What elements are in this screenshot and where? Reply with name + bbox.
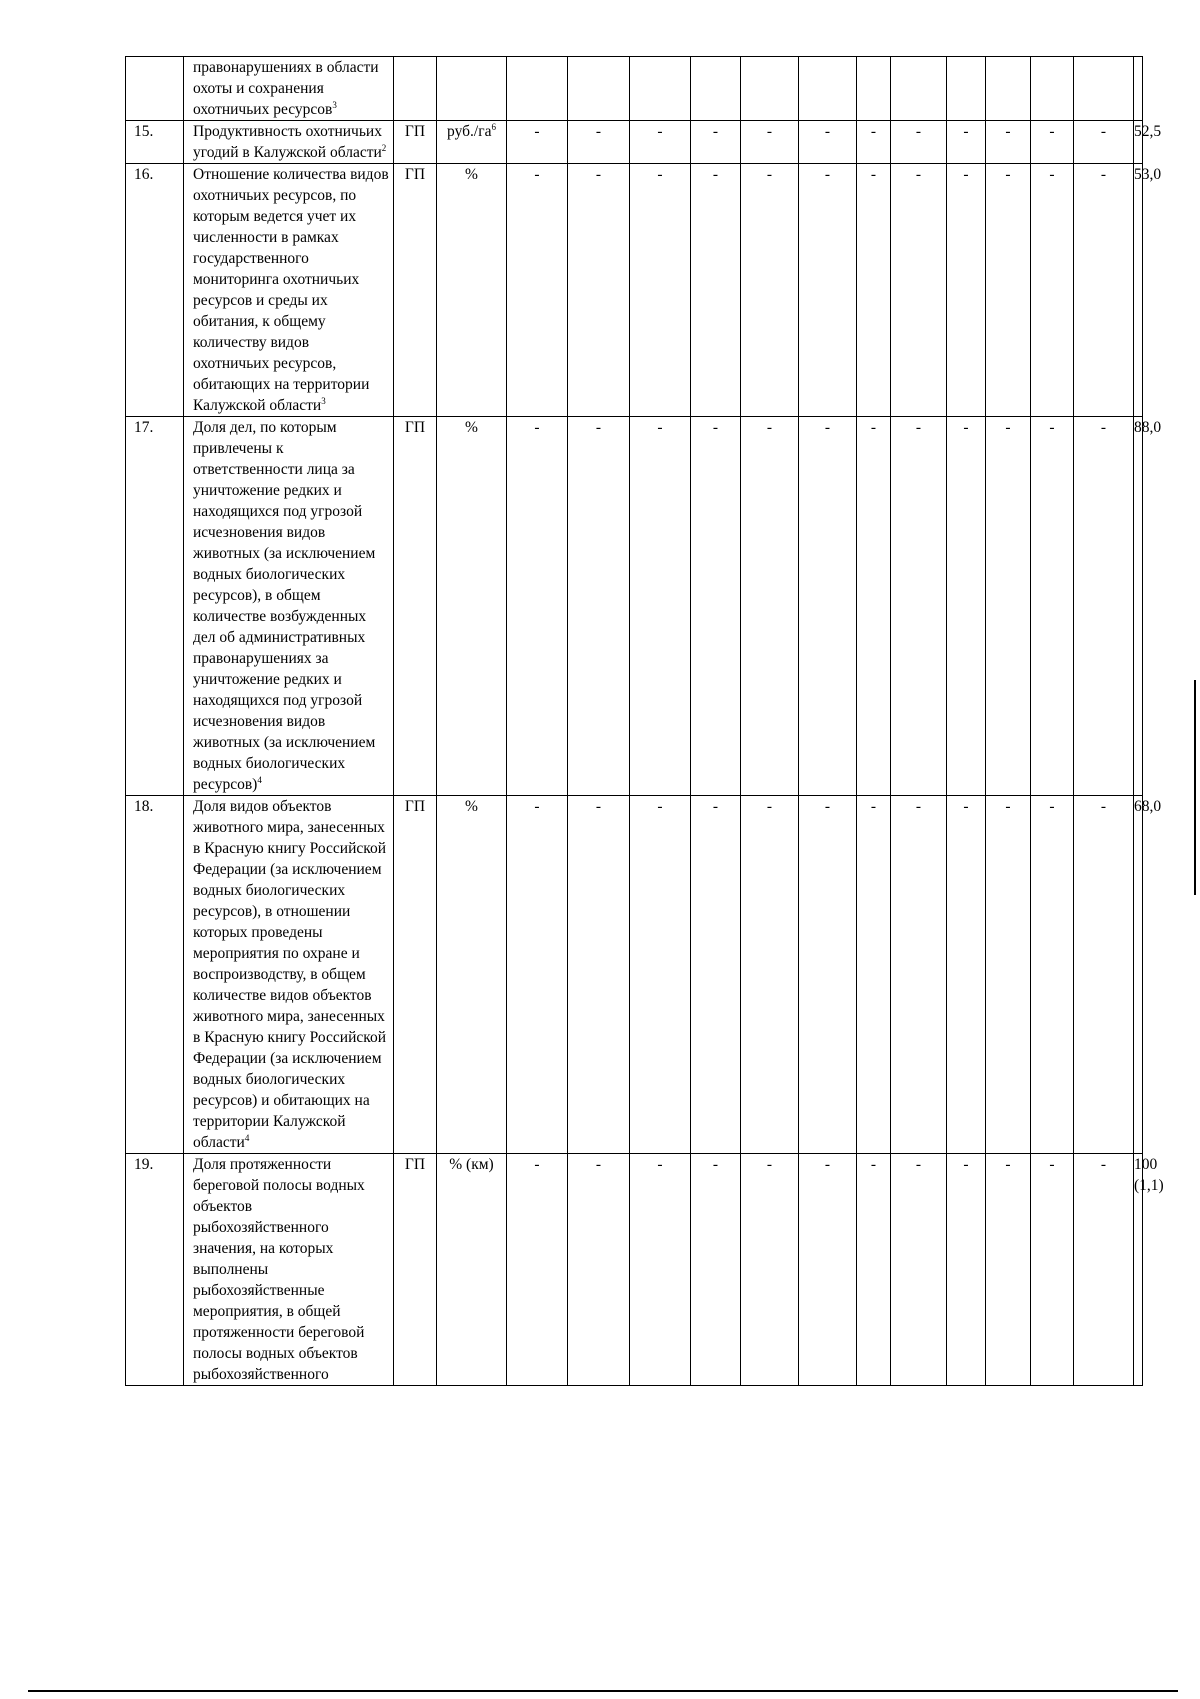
- year-value-cell: -: [691, 1154, 741, 1386]
- indicator-footnote: 3: [321, 396, 326, 406]
- row-number: 15.: [126, 121, 184, 164]
- row-number: [126, 57, 184, 121]
- bottom-rule: [28, 1690, 1178, 1692]
- year-value-cell: [857, 57, 891, 121]
- indicator-type: [394, 57, 437, 121]
- indicator-name: [184, 164, 394, 417]
- year-value-cell: [947, 57, 986, 121]
- unit-footnote: 6: [491, 122, 496, 132]
- table-row: [126, 417, 1143, 796]
- year-value-cell: -: [947, 796, 986, 1154]
- year-value-cell: -: [986, 121, 1031, 164]
- year-value-cell: -: [891, 796, 947, 1154]
- year-value-cell: -: [799, 417, 857, 796]
- indicator-footnote: 2: [381, 143, 387, 153]
- year-value-cell: -: [741, 417, 799, 796]
- indicator-name: [184, 417, 394, 796]
- year-value-cell: -: [630, 164, 691, 417]
- year-value-cell: -: [1074, 417, 1134, 796]
- year-value-cell: [507, 57, 568, 121]
- year-value-cell: -: [1031, 121, 1074, 164]
- year-value-cell: -: [630, 417, 691, 796]
- year-value-cell: -: [986, 417, 1031, 796]
- indicator-name: [184, 796, 394, 1154]
- year-value-cell: [799, 57, 857, 121]
- year-value-cell: -: [1074, 796, 1134, 1154]
- year-value-cell: [891, 57, 947, 121]
- year-value-cell: -: [857, 417, 891, 796]
- year-value-cell: -: [947, 417, 986, 796]
- unit-of-measure: [437, 417, 507, 796]
- year-value-cell: -: [691, 121, 741, 164]
- indicator-footnote: 4: [257, 775, 262, 785]
- indicator-type: ГП: [394, 1154, 437, 1386]
- year-value-cell: -: [568, 1154, 630, 1386]
- year-value-cell: [986, 57, 1031, 121]
- row-number: 18.: [126, 796, 184, 1154]
- final-value-cell: 68,0: [1134, 796, 1143, 1154]
- year-value-cell: -: [891, 164, 947, 417]
- year-value-cell: -: [1031, 164, 1074, 417]
- indicator-footnote: 4: [244, 1133, 250, 1143]
- year-value-cell: [691, 57, 741, 121]
- year-value-cell: -: [507, 417, 568, 796]
- year-value-cell: -: [891, 417, 947, 796]
- unit-of-measure: [437, 121, 507, 164]
- indicator-type: ГП: [394, 796, 437, 1154]
- year-value-cell: [1031, 57, 1074, 121]
- year-value-cell: -: [857, 1154, 891, 1386]
- indicator-type: ГП: [394, 164, 437, 417]
- indicator-name-text: Доля дел, по которым привлечены к ответственности лица за уничтожение редких и находящихся под угрозой исчезновения видов животных (за исключением водных биологических ресурсов), в общем количестве возбужденных дел об административных правонарушениях за уничтожение редких и находящихся под угрозой исчезновения видов животных (за исключением водных биологических ресурсов): [193, 419, 376, 793]
- year-value-cell: -: [799, 796, 857, 1154]
- year-value-cell: -: [1074, 121, 1134, 164]
- year-value-cell: -: [1031, 1154, 1074, 1386]
- indicator-name-text: Отношение количества видов охотничьих ресурсов, по которым ведется учет их численности в рамках государственного мониторинга охотничьих ресурсов и среды их обитания, к общему количеству видов охотничьих ресурсов, обитающих на территории Калужской области: [193, 166, 389, 414]
- indicator-name-text: Доля видов объектов животного мира, занесенных в Красную книгу Российской Федерации (за исключением водных биологических ресурсов), в отношении которых проведены мероприятия по охране и воспроизводству, в общем количестве видов объектов животного мира, занесенных в Красную книгу Российской Федерации (за исключением водных биологических ресурсов) и обитающих на территории Калужской области: [193, 798, 387, 1151]
- indicator-name: [184, 121, 394, 164]
- table-body: [126, 57, 1164, 1386]
- table-row: [126, 1154, 1143, 1386]
- final-value-cell: [1134, 57, 1143, 121]
- year-value-cell: -: [568, 417, 630, 796]
- year-value-cell: -: [799, 121, 857, 164]
- unit-of-measure: [437, 796, 507, 1154]
- unit-text: руб./га: [447, 123, 492, 140]
- year-value-cell: -: [857, 164, 891, 417]
- row-number: 17.: [126, 417, 184, 796]
- table-row: [126, 57, 1143, 121]
- year-value-cell: -: [1074, 1154, 1134, 1386]
- year-value-cell: -: [947, 1154, 986, 1386]
- year-value-cell: -: [986, 164, 1031, 417]
- indicator-name-text: Продуктивность охотничьих угодий в Калужской области: [193, 123, 382, 161]
- year-value-cell: [1074, 57, 1134, 121]
- year-value-cell: -: [630, 121, 691, 164]
- indicator-name-text: Доля протяженности береговой полосы водных объектов рыбохозяйственного значения, на которых выполнены рыбохозяйственные мероприятия, в общей протяженности береговой полосы водных объектов рыбохозяйственного: [193, 1156, 365, 1383]
- table-row: [126, 121, 1143, 164]
- year-value-cell: -: [630, 1154, 691, 1386]
- year-value-cell: -: [741, 1154, 799, 1386]
- year-value-cell: -: [507, 1154, 568, 1386]
- final-value-cell: 88,0: [1134, 417, 1143, 796]
- year-value-cell: -: [799, 164, 857, 417]
- year-value-cell: -: [891, 1154, 947, 1386]
- final-value-cell: 100 (1,1): [1134, 1154, 1143, 1386]
- year-value-cell: -: [741, 121, 799, 164]
- final-value-cell: 52,5: [1134, 121, 1143, 164]
- table-row: [126, 164, 1143, 417]
- unit-text: %: [465, 166, 478, 183]
- row-number: 19.: [126, 1154, 184, 1386]
- indicator-footnote: 3: [332, 100, 337, 110]
- year-value-cell: -: [568, 121, 630, 164]
- unit-text: %: [465, 419, 478, 436]
- row-number: 16.: [126, 164, 184, 417]
- year-value-cell: -: [857, 796, 891, 1154]
- year-value-cell: -: [986, 796, 1031, 1154]
- indicator-name-text: правонарушениях в области охоты и сохранения охотничьих ресурсов: [193, 59, 379, 118]
- margin-mark: [1194, 680, 1196, 895]
- indicator-name: [184, 57, 394, 121]
- year-value-cell: -: [741, 796, 799, 1154]
- year-value-cell: -: [1031, 796, 1074, 1154]
- unit-of-measure: [437, 1154, 507, 1386]
- unit-of-measure: [437, 164, 507, 417]
- table-row: [126, 796, 1143, 1154]
- year-value-cell: -: [568, 796, 630, 1154]
- year-value-cell: -: [1074, 164, 1134, 417]
- year-value-cell: -: [857, 121, 891, 164]
- unit-text: %: [465, 798, 478, 815]
- indicator-type: ГП: [394, 121, 437, 164]
- year-value-cell: -: [1031, 417, 1074, 796]
- year-value-cell: -: [799, 1154, 857, 1386]
- indicator-type: ГП: [394, 417, 437, 796]
- year-value-cell: -: [986, 1154, 1031, 1386]
- year-value-cell: -: [691, 417, 741, 796]
- indicators-table: [125, 56, 1164, 1386]
- year-value-cell: -: [691, 164, 741, 417]
- indicator-name: [184, 1154, 394, 1386]
- year-value-cell: -: [947, 164, 986, 417]
- year-value-cell: -: [507, 796, 568, 1154]
- year-value-cell: -: [568, 164, 630, 417]
- year-value-cell: -: [630, 796, 691, 1154]
- year-value-cell: -: [691, 796, 741, 1154]
- unit-of-measure: [437, 57, 507, 121]
- year-value-cell: -: [891, 121, 947, 164]
- unit-text: % (км): [449, 1156, 494, 1173]
- year-value-cell: -: [507, 121, 568, 164]
- year-value-cell: [568, 57, 630, 121]
- year-value-cell: -: [947, 121, 986, 164]
- year-value-cell: [630, 57, 691, 121]
- final-value-cell: 53,0: [1134, 164, 1143, 417]
- year-value-cell: -: [507, 164, 568, 417]
- year-value-cell: [741, 57, 799, 121]
- year-value-cell: -: [741, 164, 799, 417]
